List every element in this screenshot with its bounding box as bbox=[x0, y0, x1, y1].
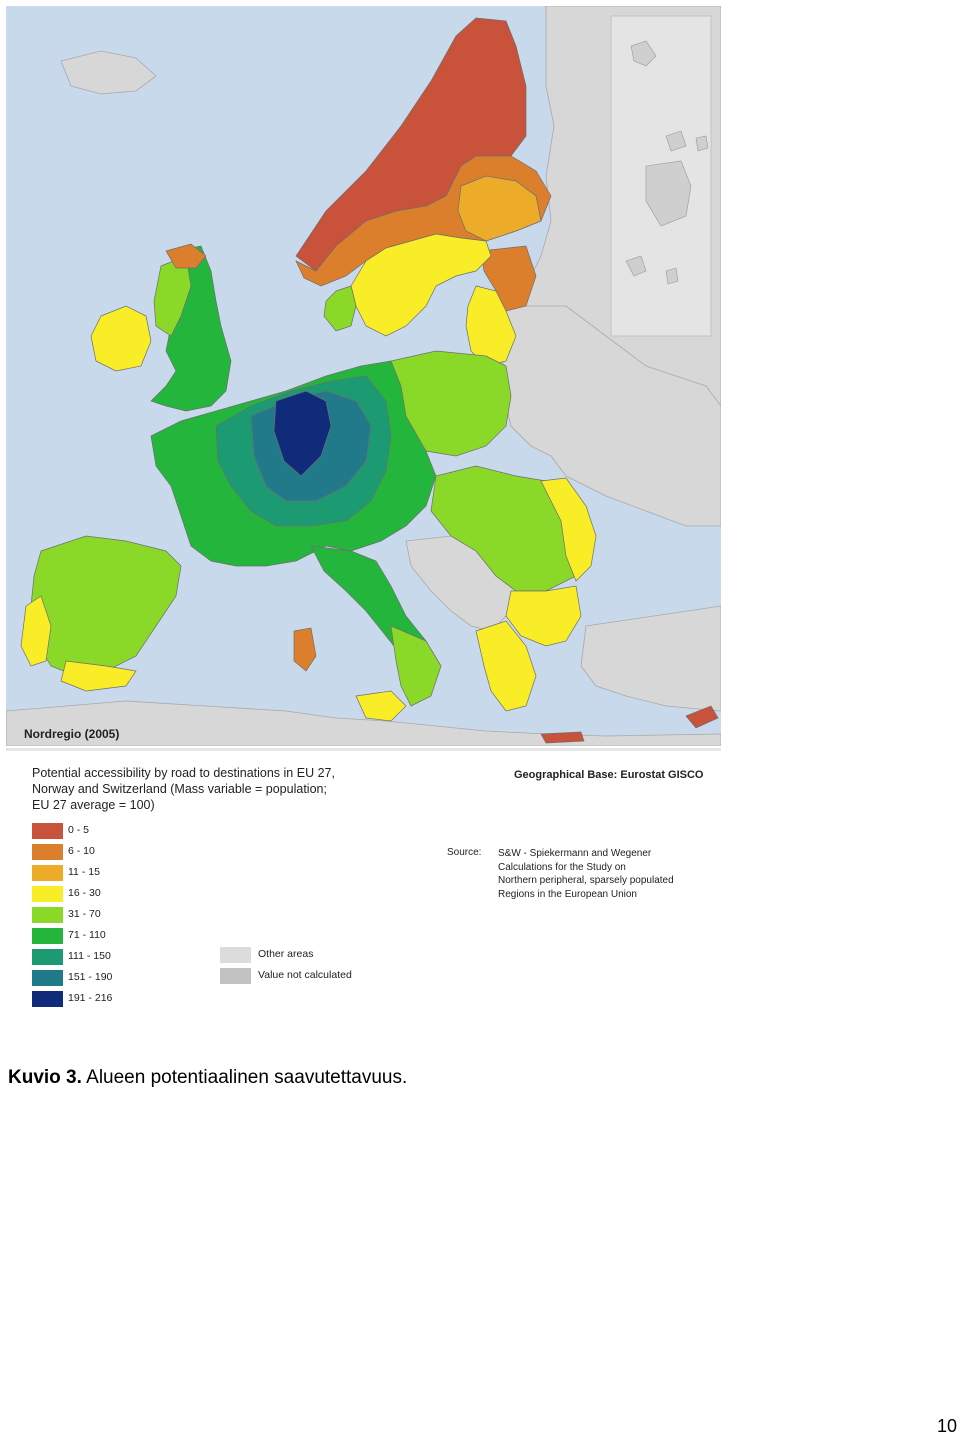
legend-class-label: 151 - 190 bbox=[68, 971, 113, 983]
accessibility-map bbox=[6, 6, 721, 746]
legend-class-label: 11 - 15 bbox=[68, 866, 100, 878]
legend-swatch bbox=[32, 907, 63, 923]
legend-other-label: Value not calculated bbox=[258, 969, 352, 981]
legend-swatch bbox=[220, 947, 251, 963]
legend-swatch bbox=[220, 968, 251, 984]
legend-class-label: 6 - 10 bbox=[68, 845, 95, 857]
legend-swatch bbox=[32, 991, 63, 1007]
legend-title-line: Norway and Switzerland (Mass variable = population; bbox=[32, 782, 327, 796]
source-lines bbox=[498, 847, 718, 901]
geographical-base: Geographical Base: Eurostat GISCO bbox=[514, 769, 704, 781]
legend-title-line: Potential accessibility by road to destinations in EU 27, bbox=[32, 766, 335, 780]
legend-class-label: 0 - 5 bbox=[68, 824, 90, 836]
legend-swatch bbox=[32, 928, 63, 944]
legend-swatch bbox=[32, 970, 63, 986]
legend-panel bbox=[6, 748, 721, 1009]
figure bbox=[6, 6, 721, 1006]
caption-text: Alueen potentiaalinen saavutettavuus. bbox=[86, 1067, 408, 1088]
source-line: Calculations for the Study on bbox=[498, 861, 626, 873]
legend-title-line: EU 27 average = 100) bbox=[32, 798, 155, 812]
map-credit: Nordregio (2005) bbox=[24, 727, 120, 741]
legend-class-label: 111 - 150 bbox=[68, 950, 111, 962]
legend-title bbox=[32, 765, 392, 813]
legend-swatch bbox=[32, 949, 63, 965]
legend-swatch bbox=[32, 844, 63, 860]
source-line: Northern peripheral, sparsely populated bbox=[498, 875, 674, 886]
figure-caption bbox=[8, 1067, 407, 1089]
legend-other-label: Other areas bbox=[258, 948, 314, 960]
source-line: Regions in the European Union bbox=[498, 888, 637, 900]
legend-swatch bbox=[32, 865, 63, 881]
legend-class-label: 71 - 110 bbox=[68, 929, 106, 941]
legend-swatch bbox=[32, 823, 63, 839]
legend-class-label: 191 - 216 bbox=[68, 992, 113, 1004]
source-line: S&W - Spiekermann and Wegener bbox=[498, 848, 652, 859]
page-number: 10 bbox=[937, 1416, 958, 1436]
caption-number: Kuvio 3. bbox=[8, 1067, 82, 1088]
legend-class-label: 31 - 70 bbox=[68, 908, 101, 920]
legend-class-label: 16 - 30 bbox=[68, 887, 101, 899]
legend-swatch bbox=[32, 886, 63, 902]
source-label: Source: bbox=[447, 847, 482, 858]
